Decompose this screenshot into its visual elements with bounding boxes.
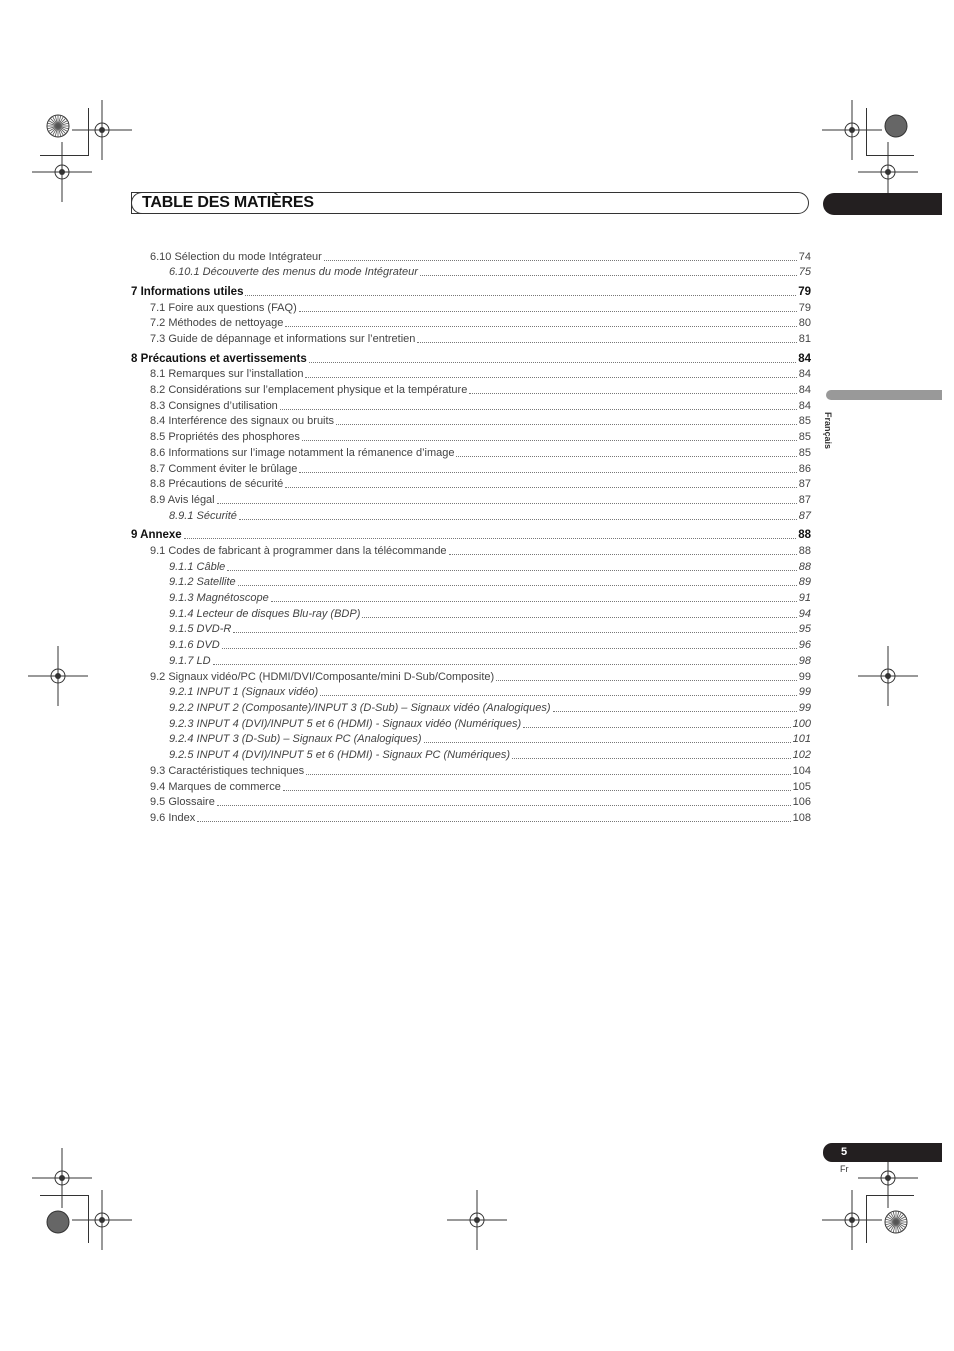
toc-entry[interactable] (150, 811, 811, 825)
registration-crosshair-icon (858, 646, 918, 706)
toc-entry[interactable] (150, 446, 811, 460)
toc-entry[interactable] (150, 383, 811, 397)
toc-leader-dots (523, 717, 791, 728)
toc-leader-dots (285, 477, 796, 488)
toc-entry[interactable] (150, 250, 811, 264)
toc-entry[interactable] (150, 670, 811, 684)
toc-entry-label: 8.1 Remarques sur l’installation (150, 368, 304, 380)
registration-crosshair-icon (32, 1148, 92, 1208)
registration-crosshair-icon (28, 646, 88, 706)
toc-entry[interactable] (150, 780, 811, 794)
toc-leader-dots (553, 701, 797, 712)
toc-entry-label: 8.5 Propriétés des phosphores (150, 431, 300, 443)
toc-entry-label: 9.1.5 DVD-R (169, 623, 232, 635)
toc-entry-page: 106 (792, 796, 811, 808)
toc-entry-page: 80 (798, 317, 811, 329)
toc-leader-dots (227, 560, 796, 571)
toc-leader-dots (512, 748, 791, 759)
toc-entry[interactable] (150, 332, 811, 346)
toc-entry-label: 8.2 Considérations sur l’emplacement physique et la température (150, 384, 468, 396)
toc-leader-dots (336, 414, 797, 425)
toc-leader-dots (424, 732, 791, 743)
toc-leader-dots (299, 301, 797, 312)
toc-entry-page: 79 (798, 286, 811, 298)
toc-leader-dots (305, 367, 796, 378)
toc-entry-label: 9.2.3 INPUT 4 (DVI)/INPUT 5 et 6 (HDMI) - Signaux vidéo (Numériques) (169, 718, 522, 730)
toc-entry-page: 88 (798, 529, 811, 541)
toc-entry[interactable] (169, 607, 811, 621)
toc-entry-page: 98 (798, 655, 811, 667)
toc-entry[interactable] (150, 764, 811, 778)
toc-entry-page: 84 (798, 353, 811, 365)
toc-leader-dots (417, 332, 796, 343)
toc-entry-page: 85 (798, 447, 811, 459)
toc-entry[interactable] (131, 528, 811, 542)
toc-entry[interactable] (150, 493, 811, 507)
toc-entry[interactable] (169, 748, 811, 762)
toc-entry-page: 87 (798, 494, 811, 506)
toc-entry[interactable] (150, 367, 811, 381)
toc-leader-dots (469, 383, 796, 394)
toc-entry-page: 79 (798, 302, 811, 314)
toc-entry[interactable] (150, 414, 811, 428)
toc-entry-label: 8.9 Avis légal (150, 494, 215, 506)
toc-entry-label: 8.6 Informations sur l’image notamment la rémanence d’image (150, 447, 455, 459)
page-number: 5 (841, 1146, 848, 1158)
toc-entry-label: 9.2.2 INPUT 2 (Composante)/INPUT 3 (D-Sub) – Signaux vidéo (Analogiques) (169, 702, 551, 714)
toc-entry-label: 8.8 Précautions de sécurité (150, 478, 284, 490)
toc-entry-page: 81 (798, 333, 811, 345)
toc-entry-label: 9.2 Signaux vidéo/PC (HDMI/DVI/Composante/mini D-Sub/Composite) (150, 671, 495, 683)
toc-leader-dots (184, 528, 796, 539)
toc-entry-page: 96 (798, 639, 811, 651)
toc-leader-dots (309, 352, 796, 363)
toc-entry-label: 9.2.4 INPUT 3 (D-Sub) – Signaux PC (Analogiques) (169, 733, 422, 745)
toc-entry-page: 86 (798, 463, 811, 475)
toc-entry-page: 75 (798, 266, 811, 278)
toc-entry-page: 85 (798, 415, 811, 427)
toc-entry-page: 87 (798, 478, 811, 490)
toc-entry-page: 99 (798, 671, 811, 683)
language-label: Français (823, 412, 833, 450)
toc-entry[interactable] (169, 685, 811, 699)
toc-entry[interactable] (150, 462, 811, 476)
toc-entry-label: 9.3 Caractéristiques techniques (150, 765, 305, 777)
toc-entry-label: 9.1.6 DVD (169, 639, 220, 651)
toc-entry[interactable] (169, 575, 811, 589)
toc-entry-page: 108 (792, 812, 811, 824)
toc-leader-dots (280, 399, 797, 410)
toc-leader-dots (217, 493, 797, 504)
toc-entry[interactable] (150, 316, 811, 330)
toc-leader-dots (197, 811, 790, 822)
toc-entry-label: 9.1.7 LD (169, 655, 211, 667)
toc-entry-label: 8.3 Consignes d’utilisation (150, 400, 278, 412)
toc-entry-page: 101 (792, 733, 811, 745)
toc-leader-dots (238, 575, 797, 586)
toc-entry-page: 94 (798, 608, 811, 620)
toc-leader-dots (306, 764, 791, 775)
toc-leader-dots (299, 462, 796, 473)
toc-leader-dots (320, 685, 797, 696)
toc-entry-label: 8.4 Interférence des signaux ou bruits (150, 415, 335, 427)
toc-entry[interactable] (169, 560, 811, 574)
toc-entry-page: 84 (798, 368, 811, 380)
toc-leader-dots (217, 795, 791, 806)
toc-leader-dots (233, 622, 796, 633)
toc-leader-dots (324, 250, 797, 261)
toc-entry[interactable] (169, 654, 811, 668)
toc-entry-page: 87 (798, 510, 811, 522)
toc-leader-dots (222, 638, 797, 649)
registration-dial-icon (46, 114, 70, 138)
crop-line (866, 1195, 867, 1243)
toc-entry[interactable] (169, 622, 811, 636)
toc-entry[interactable] (131, 285, 811, 299)
toc-leader-dots (239, 509, 797, 520)
toc-entry-label: 8 Précautions et avertissements (131, 353, 307, 365)
toc-entry[interactable] (169, 701, 811, 715)
title-box (131, 192, 809, 214)
toc-entry-label: 9.1.2 Satellite (169, 576, 236, 588)
toc-entry-label: 9.1.1 Câble (169, 561, 226, 573)
toc-entry-page: 74 (798, 251, 811, 263)
toc-entry-label: 8.7 Comment éviter le brûlage (150, 463, 298, 475)
toc-leader-dots (449, 544, 797, 555)
toc-leader-dots (245, 285, 796, 296)
toc-entry-page: 99 (798, 702, 811, 714)
toc-entry-label: 9.1 Codes de fabricant à programmer dans la télécommande (150, 545, 447, 557)
toc-entry[interactable] (150, 544, 811, 558)
toc-entry[interactable] (131, 352, 811, 366)
crop-line (88, 108, 89, 156)
toc-entry-page: 85 (798, 431, 811, 443)
registration-dial-icon (884, 1210, 908, 1234)
crop-line (40, 1195, 88, 1196)
chapter-tab (823, 193, 942, 215)
toc-entry-label: 9.6 Index (150, 812, 196, 824)
toc-entry-page: 104 (792, 765, 811, 777)
toc-entry[interactable] (169, 638, 811, 652)
toc-entry[interactable] (150, 430, 811, 444)
toc-leader-dots (302, 430, 797, 441)
toc-entry-label: 9.4 Marques de commerce (150, 781, 281, 793)
crop-line (866, 155, 914, 156)
toc-entry-label: 9.5 Glossaire (150, 796, 215, 808)
toc-leader-dots (456, 446, 796, 457)
toc-entry-label: 6.10.1 Découverte des menus du mode Intégrateur (169, 266, 418, 278)
registration-dial-icon (46, 1210, 70, 1234)
toc-entry[interactable] (150, 301, 811, 315)
toc-leader-dots (285, 316, 796, 327)
toc-entry-label: 7.1 Foire aux questions (FAQ) (150, 302, 297, 314)
crop-line (866, 1195, 914, 1196)
toc-entry[interactable] (169, 265, 811, 279)
toc-entry[interactable] (150, 399, 811, 413)
toc-entry-label: 7.3 Guide de dépannage et informations sur l’entretien (150, 333, 416, 345)
toc-entry-label: 9.2.5 INPUT 4 (DVI)/INPUT 5 et 6 (HDMI) - Signaux PC (Numériques) (169, 749, 511, 761)
toc-entry-page: 89 (798, 576, 811, 588)
toc-entry-label: 9 Annexe (131, 529, 182, 541)
toc-leader-dots (420, 265, 797, 276)
toc-entry[interactable] (150, 795, 811, 809)
page-title: TABLE DES MATIÈRES (142, 194, 314, 211)
toc-entry-label: 8.9.1 Sécurité (169, 510, 237, 522)
toc-entry-page: 84 (798, 400, 811, 412)
language-tab-bar (826, 390, 942, 400)
toc-entry-label: 9.1.3 Magnétoscope (169, 592, 269, 604)
toc-entry-label: 6.10 Sélection du mode Intégrateur (150, 251, 322, 263)
registration-crosshair-icon (447, 1190, 507, 1250)
toc-entry[interactable] (169, 509, 811, 523)
toc-entry[interactable] (169, 717, 811, 731)
toc-entry[interactable] (169, 591, 811, 605)
crop-line (866, 108, 867, 156)
page-language-code: Fr (840, 1164, 849, 1174)
toc-leader-dots (362, 607, 796, 618)
toc-entry-page: 88 (798, 561, 811, 573)
toc-entry-page: 99 (798, 686, 811, 698)
registration-dial-icon (884, 114, 908, 138)
toc-leader-dots (213, 654, 797, 665)
toc-entry-label: 7.2 Méthodes de nettoyage (150, 317, 284, 329)
toc-entry-page: 105 (792, 781, 811, 793)
crop-line (40, 155, 88, 156)
toc-entry-page: 100 (792, 718, 811, 730)
toc-leader-dots (283, 780, 791, 791)
toc-entry-page: 95 (798, 623, 811, 635)
toc-entry-page: 88 (798, 545, 811, 557)
toc-entry-page: 91 (798, 592, 811, 604)
toc-entry[interactable] (150, 477, 811, 491)
toc-entry-label: 9.2.1 INPUT 1 (Signaux vidéo) (169, 686, 319, 698)
toc-entry-page: 102 (792, 749, 811, 761)
toc-leader-dots (271, 591, 797, 602)
toc-entry-page: 84 (798, 384, 811, 396)
registration-crosshair-icon (32, 142, 92, 202)
toc-entry-label: 7 Informations utiles (131, 286, 244, 298)
toc-entry[interactable] (169, 732, 811, 746)
crop-line (88, 1195, 89, 1243)
toc-leader-dots (496, 670, 797, 681)
toc-entry-label: 9.1.4 Lecteur de disques Blu-ray (BDP) (169, 608, 361, 620)
